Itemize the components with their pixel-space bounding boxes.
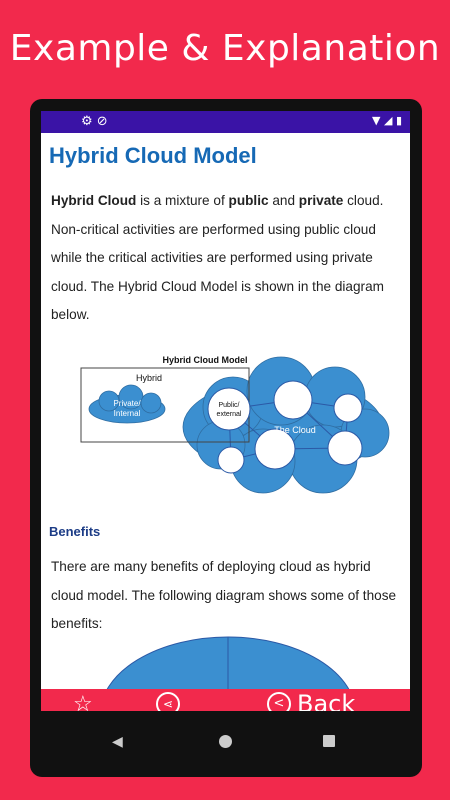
diagram-title: Hybrid Cloud Model bbox=[162, 355, 248, 365]
status-bar bbox=[41, 111, 410, 133]
nav-home-icon[interactable] bbox=[219, 735, 232, 748]
cloud-node bbox=[218, 447, 244, 473]
public-label-line2: external bbox=[216, 411, 242, 418]
star-icon[interactable]: ☆ bbox=[73, 691, 93, 711]
back-button[interactable] bbox=[267, 690, 355, 711]
intro-public: public bbox=[228, 193, 269, 208]
sync-icon: ⊘ bbox=[96, 114, 108, 129]
nav-recents-icon[interactable] bbox=[323, 735, 335, 747]
bottom-toolbar bbox=[41, 689, 410, 711]
benefits-paragraph: There are many benefits of deploying cloud as hybrid cloud model. The following diagram shows some of those benefits: bbox=[51, 559, 397, 631]
private-label-line1: Private/ bbox=[113, 399, 141, 408]
gear-icon: ⚙ bbox=[81, 114, 93, 129]
public-node bbox=[208, 388, 250, 430]
signal-icon: ◢ bbox=[383, 114, 393, 127]
hybrid-label: Hybrid bbox=[135, 373, 163, 383]
cloud-node bbox=[328, 431, 362, 465]
article-content[interactable] bbox=[41, 133, 410, 689]
intro-text-3: cloud. Non-critical activities are performed using public cloud while the critical activities are performed using private cloud. The Hybrid Cloud Model is shown in the diagram below. bbox=[51, 193, 384, 322]
intro-text-2: and bbox=[268, 193, 299, 208]
banner-title: Example & Explanation bbox=[9, 28, 441, 69]
private-label-line2: Internal bbox=[113, 409, 141, 418]
back-button-label: Back bbox=[297, 690, 356, 711]
cloud-node bbox=[255, 429, 295, 469]
wifi-icon: ▼ bbox=[372, 114, 381, 127]
cloud-node bbox=[274, 381, 312, 419]
intro-paragraph bbox=[51, 187, 401, 330]
intro-private: private bbox=[298, 193, 344, 208]
status-left-icons bbox=[81, 114, 108, 129]
cloud-node bbox=[334, 394, 362, 422]
battery-icon: ▮ bbox=[395, 114, 402, 127]
status-right-icons bbox=[372, 114, 402, 127]
phone-frame bbox=[30, 99, 422, 777]
hybrid-cloud-diagram bbox=[63, 349, 393, 499]
back-arrow-icon: < bbox=[267, 692, 291, 711]
nav-back-icon[interactable]: ◀ bbox=[112, 733, 123, 749]
intro-term: Hybrid Cloud bbox=[51, 193, 137, 208]
system-nav-bar bbox=[30, 711, 422, 777]
cloud-label: The Cloud bbox=[274, 425, 316, 435]
intro-text-1: is a mixture of bbox=[136, 193, 229, 208]
app-screen bbox=[41, 111, 410, 711]
benefits-heading: Benefits bbox=[49, 524, 101, 539]
share-icon[interactable]: ⋖ bbox=[156, 692, 180, 711]
benefits-diagram bbox=[96, 635, 396, 689]
page-title: Hybrid Cloud Model bbox=[49, 143, 257, 168]
public-label-line1: Public/ bbox=[218, 402, 240, 409]
